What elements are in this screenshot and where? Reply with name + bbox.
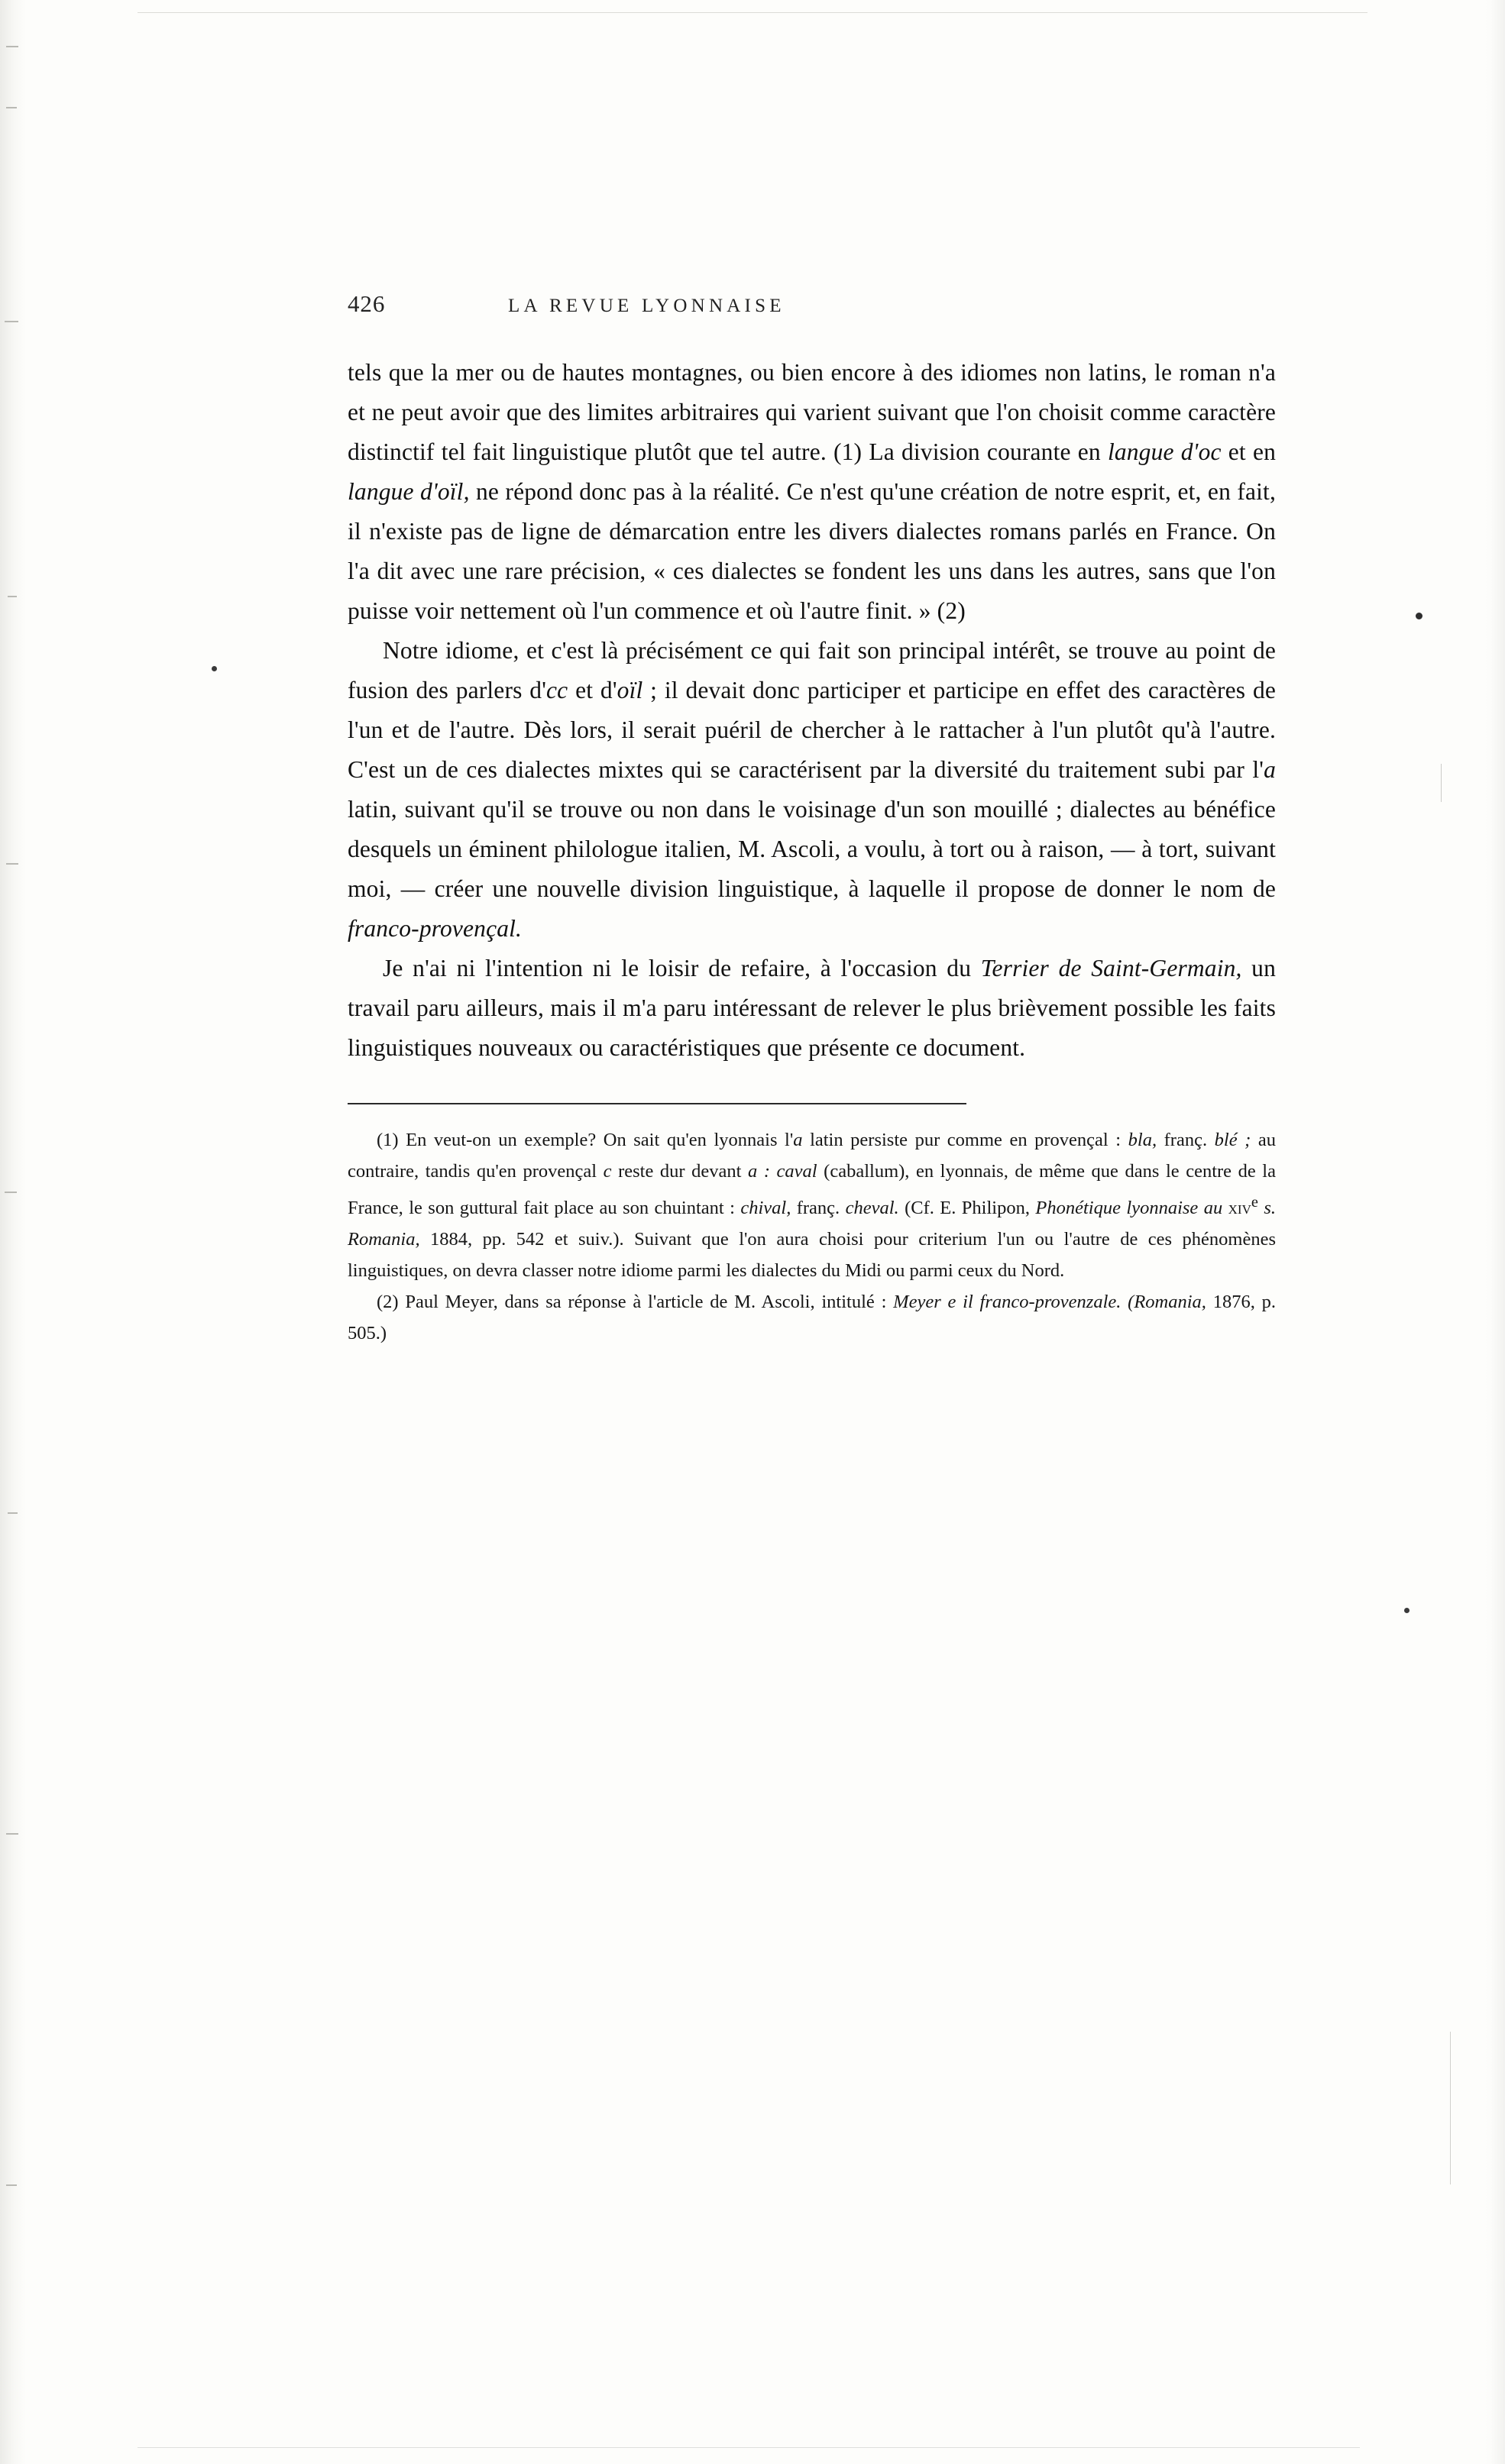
edge-tick [6,863,18,865]
footnote-rule [348,1103,966,1104]
edge-tick [8,1512,18,1514]
page-content [348,290,1276,1349]
margin-speck [212,666,217,671]
paragraph: Notre idiome, et c'est là précisément ce qui fait son principal intérêt, se trouve au point de fusion des parlers d'cc et d'oïl ; il devait donc participer et participe en effet des caractères de l'un et de l'autre. Dès lors, il serait puéril de chercher à le rattacher à l'un plutôt qu'à l'autre. C'est un de ces dialectes mixtes qui se caractérisent par la diversité du traitement subi par l'a latin, suivant qu'il se trouve ou non dans le voisinage d'un son mouillé ; dialectes au bénéfice desquels un éminent philologue italien, M. Ascoli, a voulu, à tort ou à raison, — à tort, suivant moi, — créer une nouvelle division linguistique, à laquelle il propose de donner le nom de franco-provençal. [348,637,1276,942]
paragraph: Je n'ai ni l'intention ni le loisir de refaire, à l'occasion du Terrier de Saint-Germain, un travail paru ailleurs, mais il m'a paru intéressant de relever le plus brièvement possible les faits linguistiques nouveaux ou caractéristiques que présente ce document. [348,955,1276,1061]
running-head [348,290,1276,318]
right-margin-hairline [1450,2032,1451,2184]
scan-edge-right [1485,0,1505,2464]
edge-tick [6,1833,18,1835]
scan-edge-left [0,0,26,2464]
running-title: LA REVUE LYONNAISE [508,296,785,316]
footnotes [348,1124,1276,1349]
page-number: 426 [348,290,386,317]
margin-speck [1416,613,1422,619]
edge-tick [8,596,17,597]
body-text [348,353,1276,1068]
paragraph: tels que la mer ou de hautes montagnes, ou bien encore à des idiomes non latins, le roman n'a et ne peut avoir que des limites arbitraires qui varient suivant que l'on choisit comme caractère distinctif tel fait linguistique plutôt que tel autre. (1) La division courante en langue d'oc et en langue d'oïl, ne répond donc pas à la réalité. Ce n'est qu'une création de notre esprit, et, en fait, il n'existe pas de ligne de démarcation entre les divers dialectes romans parlés en France. On l'a dit avec une rare précision, « ces dialectes se fondent les uns dans les autres, sans que l'on puisse voir nettement où l'un commence et où l'autre finit. » (2) [348,359,1276,624]
edge-tick [6,2184,17,2186]
bottom-hairline [138,2447,1360,2448]
right-margin-hairline [1441,764,1442,802]
edge-tick [5,1192,17,1193]
margin-speck [1404,1608,1410,1613]
footnote: (1) En veut-on un exemple? On sait qu'en lyonnais l'a latin persiste pur comme en provençal : bla, franç. blé ; au contraire, tandis qu'en provençal c reste dur devant a : caval (caballum), en lyonnais, de même que dans le centre de la France, le son guttural fait place au son chuintant : chival, franç. cheval. (Cf. E. Philipon, Phonétique lyonnaise au xiv$^e$ s. Romania, 1884, pp. 542 et suiv.). Suivant que l'on aura choisi pour criterium l'un ou l'autre de ces phénomènes linguistiques, on devra classer notre idiome parmi les dialectes du Midi ou parmi ceux du Nord. [348,1130,1276,1282]
edge-tick [6,107,17,108]
top-hairline [138,12,1367,13]
edge-tick [5,321,18,322]
footnote: (2) Paul Meyer, dans sa réponse à l'article de M. Ascoli, intitulé : Meyer e il franco-provenzale. (Romania, 1876, p. 505.) [348,1292,1276,1344]
edge-tick [6,46,18,47]
